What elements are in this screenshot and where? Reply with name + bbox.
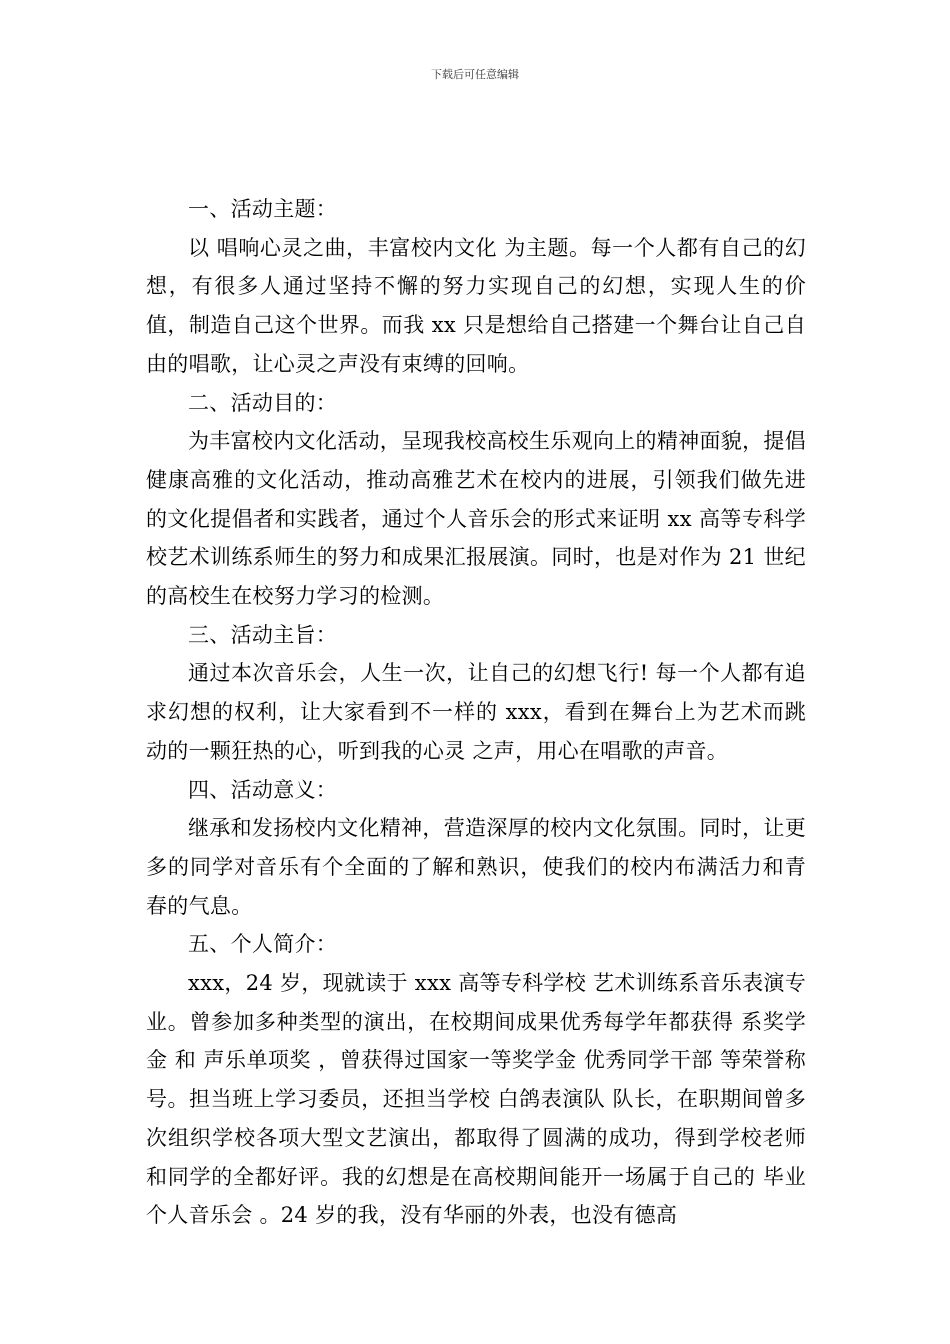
section-4-paragraph: 继承和发扬校内文化精神，营造深厚的校内文化氛围。同时，让更多的同学对音乐有个全面的了解和熟识，使我们的校内布满活力和青春的气息。 xyxy=(146,816,806,918)
section-5-heading: 五、个人简介： xyxy=(188,932,338,957)
section-1-paragraph: 以 唱响心灵之曲，丰富校内文化 为主题。每一个人都有自己的幻想，有很多人通过坚持不懈的努力实现自己的幻想，实现人生的价值，制造自己这个世界。而我 xx 只是想给自己搭建一个舞台让自己自由的唱歌，让心灵之声没有束缚的回响。 xyxy=(146,235,806,376)
section-2-paragraph: 为丰富校内文化活动，呈现我校高校生乐观向上的精神面貌，提倡健康高雅的文化活动，推动高雅艺术在校内的进展，引领我们做先进的文化提倡者和实践者，通过个人音乐会的形式来证明 xx 高等专科学校艺术训练系师生的努力和成果汇报展演。同时，也是对作为 21 世纪的高校生在校努力学习的检测。 xyxy=(146,429,806,609)
section-4-heading: 四、活动意义： xyxy=(188,777,338,802)
document-body xyxy=(146,190,806,1235)
section-1-heading: 一、活动主题： xyxy=(188,197,338,221)
section-2-heading: 二、活动目的： xyxy=(188,390,338,415)
section-5-paragraph: xxx，24 岁，现就读于 xxx 高等专科学校 艺术训练系音乐表演专业。曾参加多种类型的演出，在校期间成果优秀每学年都获得 系奖学金 和 声乐单项奖 ，曾获得过国家一等奖学金 优秀同学干部 等荣誉称号。担当班上学习委员，还担当学校 白鸽表演队 队长，在职期间曾多次组织学校各项大型文艺演出，都取得了圆满的成功，得到学校老师和同学的全都好评。我的幻想是在高校期间能开一场属于自己的 毕业个人音乐会 。24 岁的我，没有华丽的外表，也没有德高 xyxy=(146,971,806,1228)
section-3-paragraph: 通过本次音乐会，人生一次，让自己的幻想飞行! 每一个人都有追求幻想的权利，让大家看到不一样的 xxx，看到在舞台上为艺术而跳动的一颗狂热的心，听到我的心灵 之声，用心在唱歌的声音。 xyxy=(146,661,806,763)
section-3-heading: 三、活动主旨： xyxy=(188,622,338,647)
page-header-note: 下载后可任意编辑 xyxy=(431,68,519,81)
